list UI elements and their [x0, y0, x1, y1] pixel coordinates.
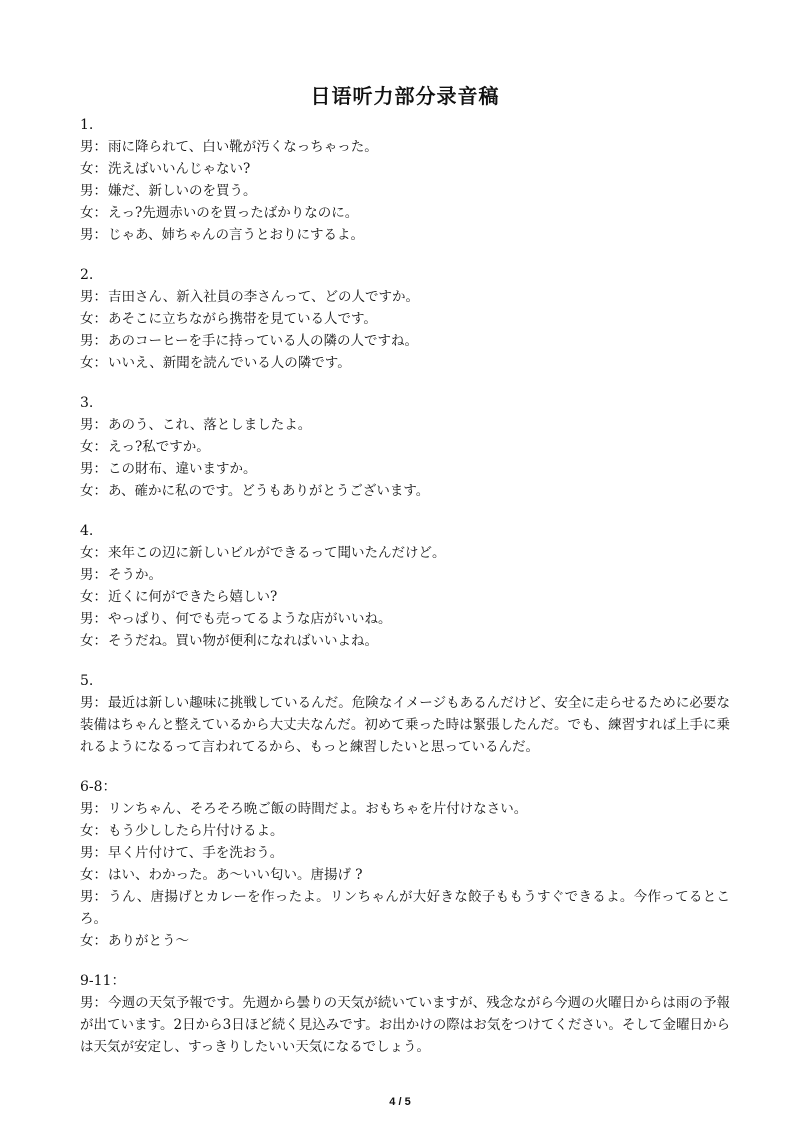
- speaker-label: 男：: [80, 845, 107, 861]
- utterance-text: 今週の天気予報です。先週から曇りの天気が続いていますが、残念ながら今週の火曜日からは雨の予報が出ています。2日から3日ほど続く見込みです。お出かけの際はお気をつけてください。そして金曜日からは天気が安定し、すっきりしたいい天気になるでしょう。: [80, 995, 730, 1055]
- utterance-text: えっ?私ですか。: [108, 439, 210, 455]
- dialogue-line: [80, 886, 730, 930]
- speaker-label: 女：: [80, 161, 107, 177]
- dialogue-line: [80, 136, 730, 158]
- speaker-label: 女：: [80, 545, 107, 561]
- speaker-label: 男：: [80, 333, 107, 349]
- dialogue-line: [80, 930, 730, 952]
- utterance-text: えっ?先週赤いのを買ったばかりなのに。: [108, 205, 359, 221]
- utterance-text: 吉田さん、新入社員の李さんって、どの人ですか。: [108, 289, 420, 305]
- dialogue-line: [80, 286, 730, 308]
- speaker-label: 女：: [80, 589, 107, 605]
- page-title: 日语听力部分录音稿: [310, 84, 500, 108]
- speaker-label: 男：: [80, 461, 107, 477]
- speaker-label: 女：: [80, 867, 107, 883]
- speaker-label: 女：: [80, 439, 107, 455]
- speaker-label: 女：: [80, 823, 107, 839]
- dialogue-line: [80, 224, 730, 246]
- speaker-label: 女：: [80, 483, 107, 499]
- speaker-label: 女：: [80, 355, 107, 371]
- dialogue-section: [80, 776, 730, 952]
- speaker-label: 男：: [80, 417, 107, 433]
- section-number: 1.: [80, 117, 94, 133]
- utterance-text: 早く片付けて、手を洗おう。: [108, 845, 284, 861]
- speaker-label: 女：: [80, 933, 107, 949]
- speaker-label: 男：: [80, 889, 107, 905]
- dialogue-line: [80, 692, 730, 758]
- speaker-label: 男：: [80, 611, 107, 627]
- dialogue-line: [80, 202, 730, 224]
- dialogue-line: [80, 820, 730, 842]
- dialogue-line: [80, 436, 730, 458]
- dialogue-line: [80, 608, 730, 630]
- page-number: 4 / 5: [389, 1096, 411, 1108]
- speaker-label: 男：: [80, 289, 107, 305]
- section-number: 5.: [80, 673, 94, 689]
- speaker-label: 女：: [80, 311, 107, 327]
- utterance-text: リンちゃん、そろそろ晩ご飯の時間だよ。おもちゃを片付けなさい。: [108, 801, 528, 817]
- speaker-label: 男：: [80, 801, 107, 817]
- utterance-text: あそこに立ちながら携帯を見ている人です。: [108, 311, 377, 327]
- utterance-text: そうだね。買い物が便利になればいいよね。: [108, 633, 378, 649]
- speaker-label: 男：: [80, 995, 107, 1011]
- dialogue-line: [80, 564, 730, 586]
- dialogue-line: [80, 842, 730, 864]
- utterance-text: 来年この辺に新しいビルができるって聞いたんだけど。: [108, 545, 446, 561]
- utterance-text: うん、唐揚げとカレーを作ったよ。リンちゃんが大好きな餃子ももうすぐできるよ。今作ってるところ。: [80, 889, 730, 927]
- utterance-text: 洗えばいいんじゃない?: [108, 161, 251, 177]
- utterance-text: あのコーヒーを手に持っている人の隣の人ですね。: [108, 333, 418, 349]
- utterance-text: 嫌だ、新しいのを買う。: [108, 183, 257, 199]
- section-number: 4.: [80, 523, 94, 539]
- utterance-text: 近くに何ができたら嬉しい?: [108, 589, 278, 605]
- utterance-text: 雨に降られて、白い靴が汚くなっちゃった。: [108, 139, 378, 155]
- utterance-text: やっぱり、何でも売ってるような店がいいね。: [108, 611, 392, 627]
- dialogue-line: [80, 480, 730, 502]
- utterance-text: あ、確かに私のです。どうもありがとうございます。: [108, 483, 430, 499]
- dialogue-section: [80, 670, 730, 758]
- speaker-label: 男：: [80, 139, 107, 155]
- dialogue-line: [80, 864, 730, 886]
- dialogue-line: [80, 414, 730, 436]
- dialogue-line: [80, 352, 730, 374]
- dialogue-line: [80, 542, 730, 564]
- dialogue-line: [80, 992, 730, 1058]
- section-number: 9-11：: [80, 973, 126, 989]
- dialogue-line: [80, 180, 730, 202]
- dialogue-section: [80, 520, 730, 652]
- dialogue-line: [80, 458, 730, 480]
- transcript-body: [80, 114, 730, 1058]
- utterance-text: 最近は新しい趣味に挑戦しているんだ。危険なイメージもあるんだけど、安全に走らせるために必要な装備はちゃんと整えているから大丈夫なんだ。初めて乗った時は緊張したんだ。でも、練習すれば上手に乗れるようになるって言われてるから、もっと練習したいと思っているんだ。: [80, 695, 730, 755]
- dialogue-section: [80, 264, 730, 374]
- section-number: 2.: [80, 267, 94, 283]
- dialogue-line: [80, 308, 730, 330]
- dialogue-section: [80, 114, 730, 246]
- dialogue-line: [80, 330, 730, 352]
- utterance-text: ありがとう～: [108, 933, 189, 949]
- utterance-text: はい、わかった。あ～いい匂い。唐揚げ ?: [108, 867, 363, 883]
- speaker-label: 男：: [80, 183, 107, 199]
- utterance-text: じゃあ、姉ちゃんの言うとおりにするよ。: [108, 227, 364, 243]
- section-number: 3.: [80, 395, 94, 411]
- speaker-label: 男：: [80, 227, 107, 243]
- dialogue-line: [80, 586, 730, 608]
- speaker-label: 女：: [80, 205, 107, 221]
- speaker-label: 男：: [80, 567, 107, 583]
- dialogue-line: [80, 630, 730, 652]
- utterance-text: この財布、違いますか。: [108, 461, 257, 477]
- utterance-text: いいえ、新聞を読んでいる人の隣です。: [108, 355, 351, 371]
- utterance-text: そうか。: [108, 567, 162, 583]
- dialogue-line: [80, 798, 730, 820]
- speaker-label: 男：: [80, 695, 107, 711]
- utterance-text: もう少ししたら片付けるよ。: [108, 823, 284, 839]
- dialogue-section: [80, 970, 730, 1058]
- speaker-label: 女：: [80, 633, 107, 649]
- dialogue-section: [80, 392, 730, 502]
- dialogue-line: [80, 158, 730, 180]
- utterance-text: あのう、これ、落としましたよ。: [108, 417, 312, 433]
- section-number: 6-8：: [80, 779, 117, 795]
